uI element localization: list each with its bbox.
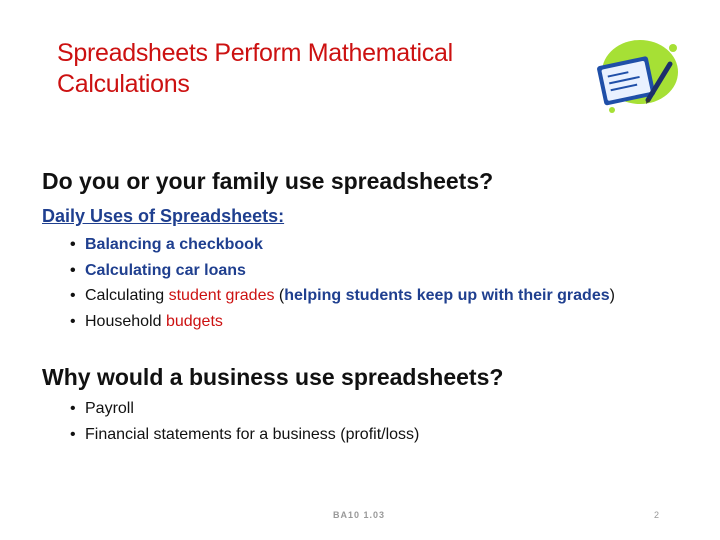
list-item: • Calculating student grades (helping students keep up with their grades) — [70, 283, 615, 309]
highlight-budgets: budgets — [165, 312, 223, 330]
business-uses-list — [70, 396, 419, 447]
daily-uses-list — [70, 232, 615, 334]
slide-title-line-1: Spreadsheets Perform Mathematical — [57, 39, 453, 67]
list-item: • Financial statements for a business (profit/loss) — [70, 422, 419, 448]
question-business-use: Why would a business use spreadsheets? — [42, 364, 504, 390]
list-item: • Household budgets — [70, 309, 615, 335]
list-item: • Calculating car loans — [70, 258, 615, 284]
checkbook-pen-icon — [590, 38, 678, 118]
list-item: • Balancing a checkbook — [70, 232, 615, 258]
slide-title — [57, 38, 453, 100]
highlight-helping-students: helping students keep up with their grades — [284, 287, 610, 304]
footer-course-code: BA10 1.03 — [333, 510, 386, 520]
question-family-use: Do you or your family use spreadsheets? — [42, 168, 494, 194]
slide-number: 2 — [654, 510, 660, 520]
list-item: • Payroll — [70, 396, 419, 422]
highlight-student-grades: student grades — [168, 287, 275, 304]
slide-title-line-2: Calculations — [57, 70, 190, 98]
daily-uses-heading: Daily Uses of Spreadsheets: — [42, 206, 285, 226]
